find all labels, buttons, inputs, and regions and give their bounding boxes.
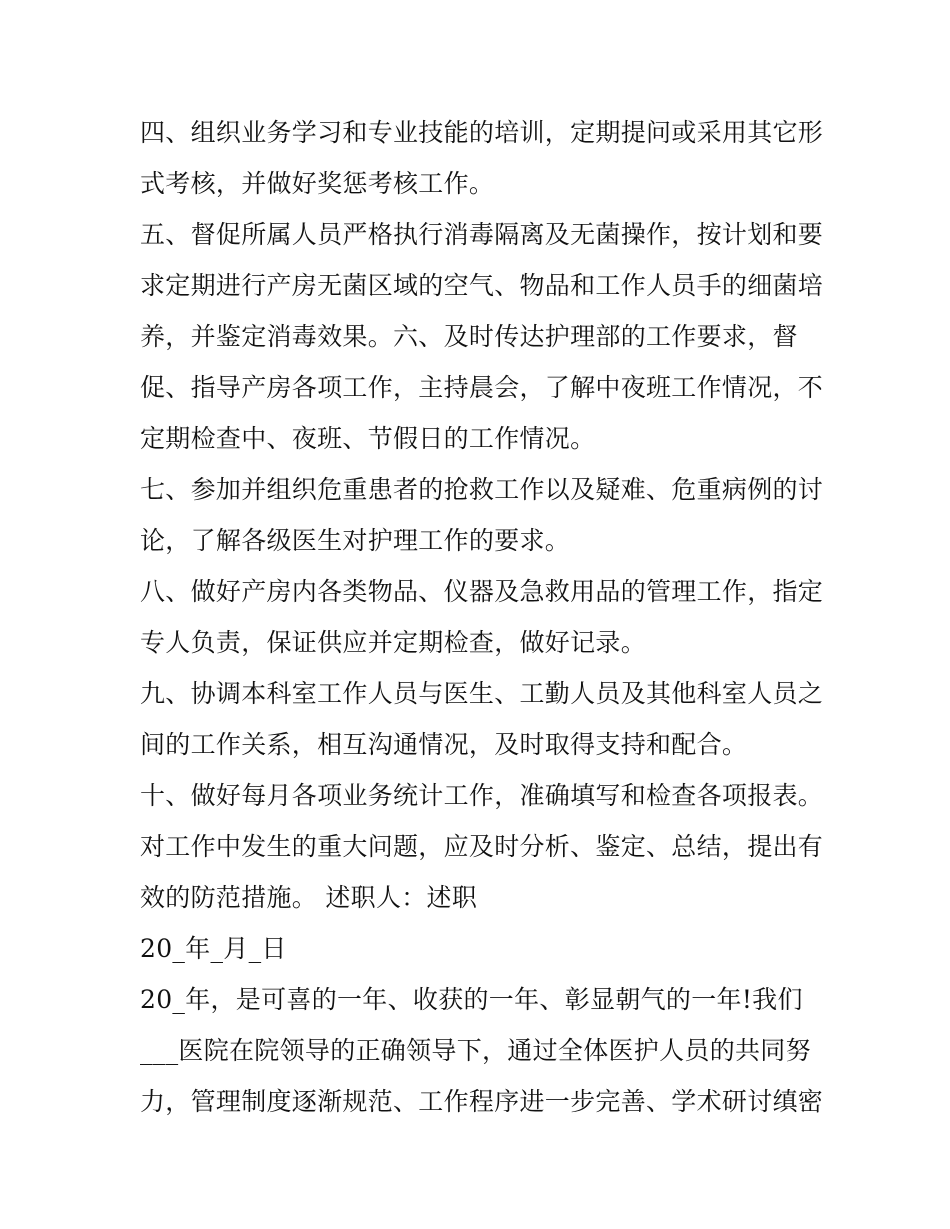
document-body xyxy=(140,107,824,1127)
text-line: 七、参加并组织危重患者的抢救工作以及疑难、危重病例的讨 xyxy=(140,475,824,504)
text-line: 促、指导产房各项工作，主持晨会，了解中夜班工作情况，不 xyxy=(140,373,824,402)
text-line: 九、协调本科室工作人员与医生、工勤人员及其他科室人员之 xyxy=(140,679,824,708)
text-line: 专人负责，保证供应并定期检查，做好记录。 xyxy=(140,628,647,657)
text-line: 五、督促所属人员严格执行消毒隔离及无菌操作，按计划和要 xyxy=(140,220,824,249)
text-line: 力，管理制度逐渐规范、工作程序进一步完善、学术研讨缜密 xyxy=(140,1087,824,1116)
text-line: 定期检查中、夜班、节假日的工作情况。 xyxy=(140,424,596,453)
text-line: 四、组织业务学习和专业技能的培训，定期提问或采用其它形 xyxy=(140,118,824,147)
text-line: 式考核，并做好奖惩考核工作。 xyxy=(140,169,495,198)
text-line: 20_年，是可喜的一年、收获的一年、彰显朝气的一年!我们 xyxy=(140,985,803,1014)
text-line: 论，了解各级医生对护理工作的要求。 xyxy=(140,526,571,555)
text-line: 求定期进行产房无菌区域的空气、物品和工作人员手的细菌培 xyxy=(140,271,824,300)
text-line: ___医院在院领导的正确领导下，通过全体医护人员的共同努 xyxy=(140,1036,811,1065)
date-line: 20_年_月_日 xyxy=(140,934,287,963)
text-line: 八、做好产房内各类物品、仪器及急救用品的管理工作，指定 xyxy=(140,577,824,606)
text-line: 十、做好每月各项业务统计工作，准确填写和检查各项报表。 xyxy=(140,781,824,810)
text-line: 效的防范措施。 述职人：述职 xyxy=(140,883,478,912)
text-line: 养，并鉴定消毒效果。六、及时传达护理部的工作要求，督 xyxy=(140,322,798,351)
text-line: 间的工作关系，相互沟通情况，及时取得支持和配合。 xyxy=(140,730,748,759)
text-line: 对工作中发生的重大问题，应及时分析、鉴定、总结，提出有 xyxy=(140,832,824,861)
